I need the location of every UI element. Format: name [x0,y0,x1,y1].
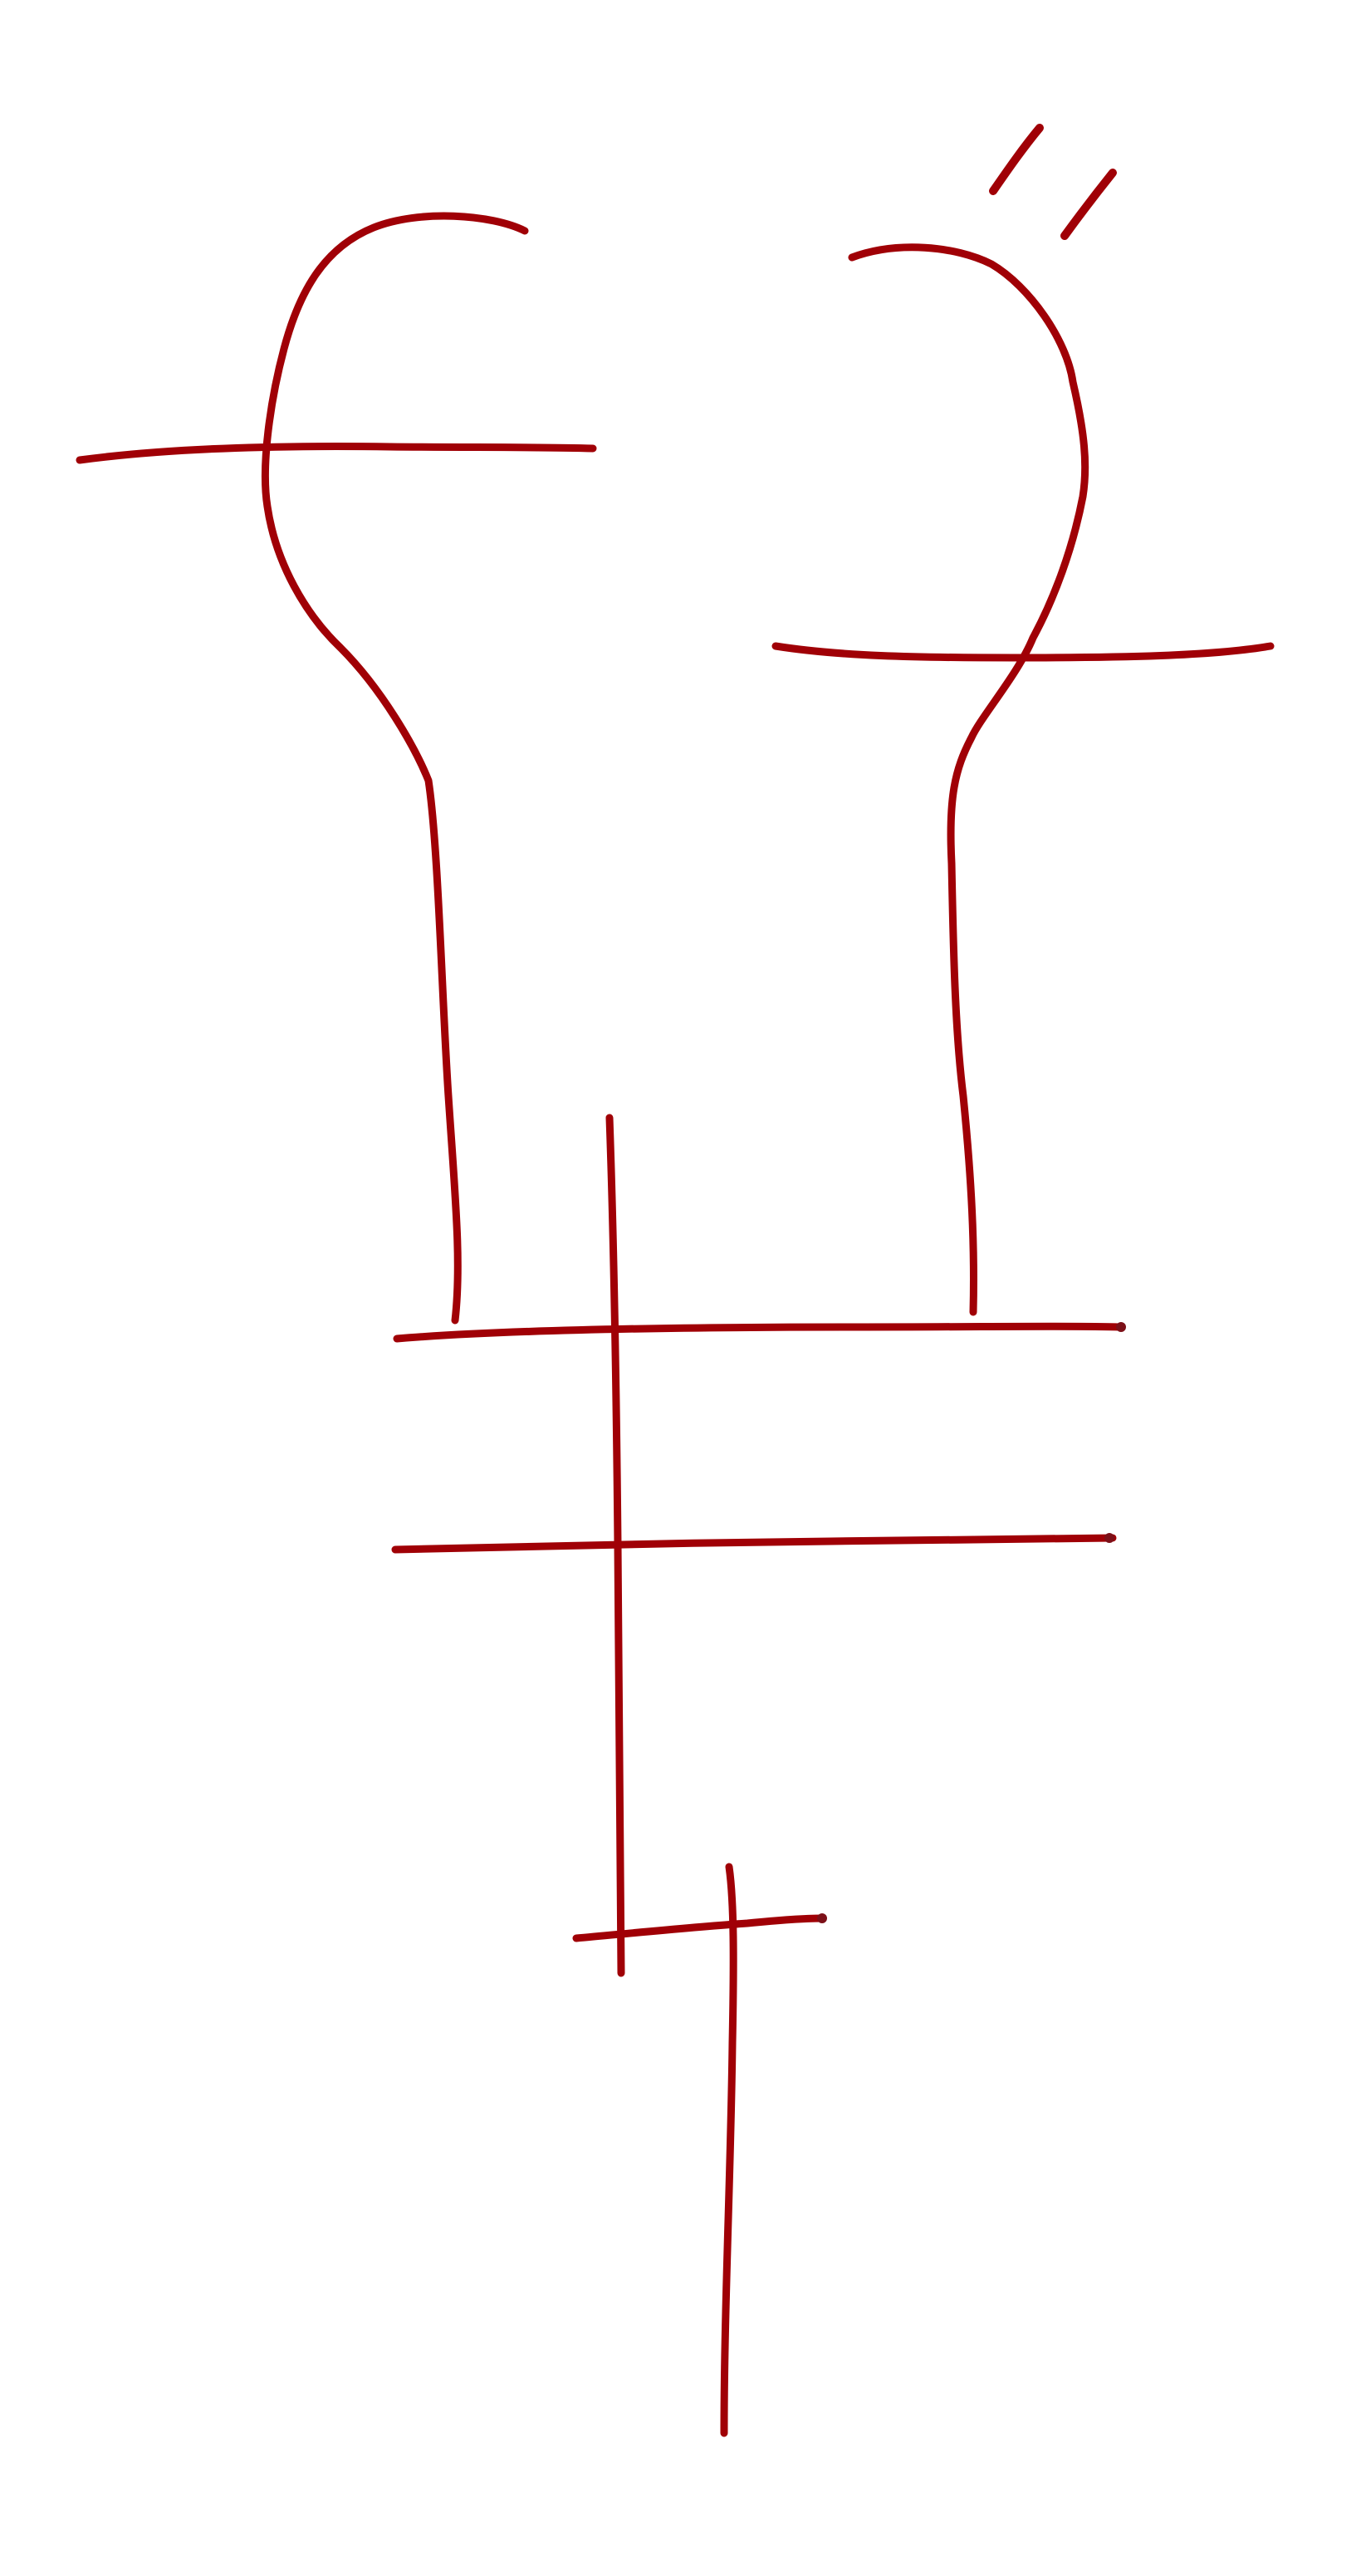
ink-dot-upper-bar-end [1116,1322,1126,1332]
ink-dot-short-bar-end [817,1913,827,1923]
ink-dot-middle-bar-end [1104,1533,1114,1543]
